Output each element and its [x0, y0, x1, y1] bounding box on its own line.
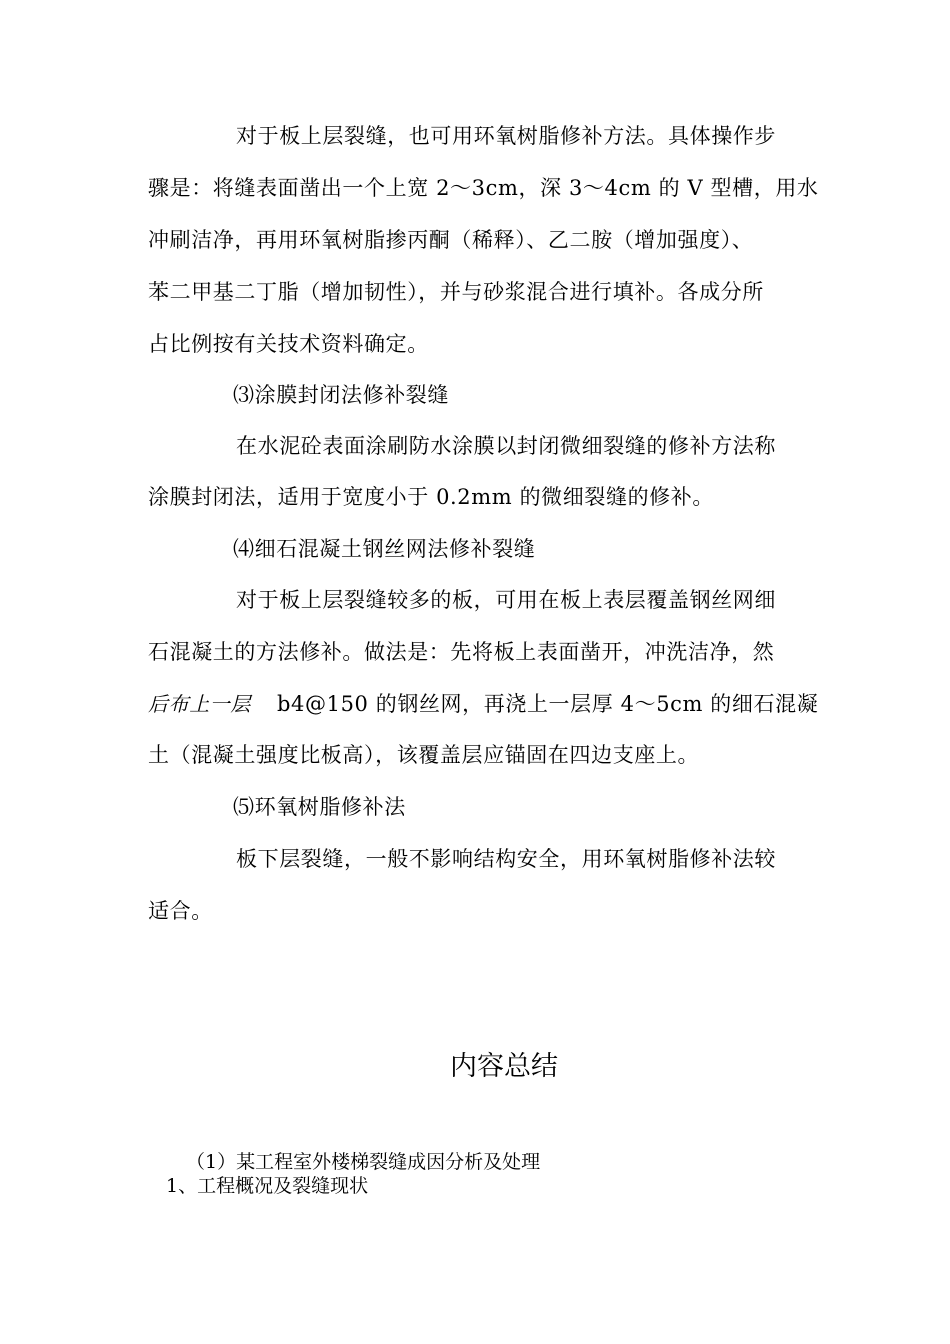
paragraph3-line-2: 石混凝土的方法修补。做法是：先将板上表面凿开，冲洗洁净，然 [148, 640, 775, 664]
paragraph3-italic-fragment: 后布上一层 [148, 692, 251, 716]
paragraph1-line-2: 骤是：将缝表面凿出一个上宽 2～3cm，深 3～4cm 的 V 型槽，用水 [148, 176, 819, 200]
paragraph3-line-4: 土（混凝土强度比板高），该覆盖层应锚固在四边支座上。 [148, 743, 700, 767]
section-heading-3: ⑶涂膜封闭法修补裂缝 [233, 383, 449, 407]
paragraph2-line-1: 在水泥砼表面涂刷防水涂膜以封闭微细裂缝的修补方法称 [236, 434, 776, 458]
paragraph1-line-4: 苯二甲基二丁脂（增加韧性），并与砂浆混合进行填补。各成分所 [148, 280, 764, 304]
paragraph1-line-1: 对于板上层裂缝，也可用环氧树脂修补方法。具体操作步 [236, 124, 776, 148]
summary-item-2: 1、工程概况及裂缝现状 [166, 1175, 369, 1197]
paragraph4-line-1: 板下层裂缝，一般不影响结构安全，用环氧树脂修补法较 [236, 847, 776, 871]
paragraph4-line-2: 适合。 [148, 899, 213, 923]
paragraph3-line-3 [148, 690, 818, 718]
section-heading-5: ⑸环氧树脂修补法 [233, 795, 406, 819]
paragraph1-line-5: 占比例按有关技术资料确定。 [148, 332, 429, 356]
summary-item-1: （1）某工程室外楼梯裂缝成因分析及处理 [186, 1151, 541, 1173]
paragraph2-line-2: 涂膜封闭法，适用于宽度小于 0.2mm 的微细裂缝的修补。 [148, 485, 714, 509]
section-heading-4: ⑷细石混凝土钢丝网法修补裂缝 [233, 537, 536, 561]
paragraph1-line-3: 冲刷洁净，再用环氧树脂掺丙酮（稀释）、乙二胺（增加强度）、 [148, 228, 754, 252]
paragraph3-line-3-rest: b4@150 的钢丝网，再浇上一层厚 4～5cm 的细石混凝 [277, 692, 819, 716]
paragraph3-line-1: 对于板上层裂缝较多的板，可用在板上表层覆盖钢丝网细 [236, 588, 776, 612]
summary-title: 内容总结 [450, 1051, 558, 1082]
